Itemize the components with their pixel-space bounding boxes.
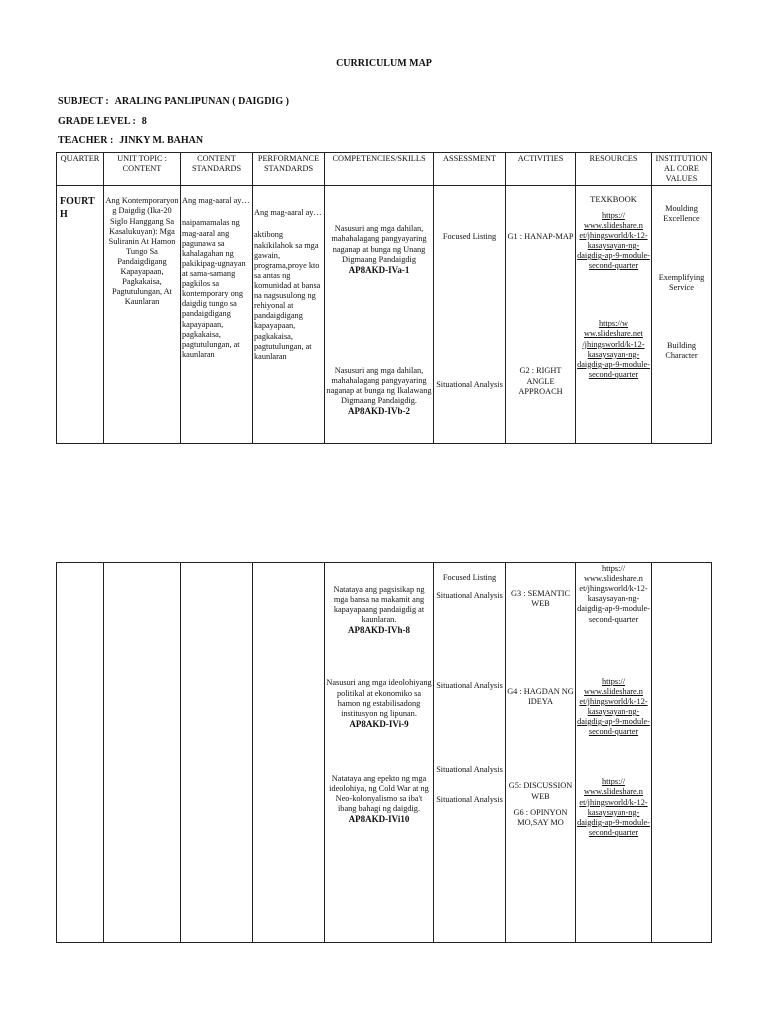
competency-2-code: AP8AKD-IVb-2 xyxy=(348,406,410,417)
table-row xyxy=(57,563,712,943)
competency-4-code: AP8AKD-IVi-9 xyxy=(349,718,409,729)
assessment-4: Situational Analysis xyxy=(436,681,503,691)
resource-link-5[interactable]: https:// www.slideshare.n et/jhingsworld/k-12-kasaysayan-ng-daigdig-ap-9-module-second-quarter xyxy=(577,777,650,837)
resources-cell xyxy=(576,563,652,943)
performance-standards-intro: Ang mag-aaral ay… xyxy=(254,208,322,218)
assessment-3a: Focused Listing xyxy=(442,573,497,582)
header-performance-standards: PERFORMANCE STANDARDS xyxy=(253,153,325,186)
unit-topic-cell-empty xyxy=(104,563,181,943)
table-row xyxy=(57,186,712,444)
core-value-2: Exemplifying Service xyxy=(658,272,705,292)
core-values-cell-empty xyxy=(652,563,712,943)
competency-4: Nasusuri ang mga ideolohiyang politikal at ekonomiko sa hamon ng estabilisadong institusyon ng lipunan. xyxy=(326,678,432,718)
assessment-5a: Situational Analysis xyxy=(436,765,503,775)
assessment-1: Focused Listing xyxy=(442,232,497,242)
content-standards-intro: Ang mag-aaral ay… xyxy=(182,196,250,206)
header-competencies: COMPETENCIES/SKILLS xyxy=(325,153,434,186)
teacher-value: JINKY M. BAHAN xyxy=(119,135,204,146)
teacher-line xyxy=(58,135,203,146)
activity-2: G2 : RIGHT ANGLE APPROACH xyxy=(518,366,563,396)
core-value-3: Building Character xyxy=(665,340,698,360)
core-value-1: Moulding Excellence xyxy=(663,204,700,224)
header-activities: ACTIVITIES xyxy=(506,153,576,186)
header-assessment: ASSESSMENT xyxy=(434,153,506,186)
competency-3-code: AP8AKD-IVh-8 xyxy=(348,625,410,636)
quarter-cell-empty xyxy=(57,563,104,943)
grade-label: GRADE LEVEL : xyxy=(58,116,136,127)
resource-title: TEXKBOOK xyxy=(590,194,637,205)
assessment-3b: Situational Analysis xyxy=(436,591,503,601)
core-values-cell xyxy=(652,186,712,444)
performance-standards-cell xyxy=(253,186,325,444)
curriculum-table-page-2 xyxy=(56,562,712,943)
assessment-cell xyxy=(434,563,506,943)
grade-line xyxy=(58,116,147,127)
resource-link-1[interactable]: https:// www.slideshare.n et/jhingsworld/k-12-kasaysayan-ng-daigdig-ap-9-module-second-quarter xyxy=(577,210,650,271)
activity-6: G6 : OPINYON MO,SAY MO xyxy=(513,807,568,827)
header-quarter: QUARTER xyxy=(57,153,104,186)
content-standards-text: naipamamalas ng mag-aaral ang pagunawa sa kahalagahan ng pakikipag-ugnayan at sama-samang pagkilos sa kontemporary ong daigdig tungo sa pandaigdigang kapayapaan, pagkakaisa, pagtutulungan, at kaunlaran xyxy=(182,218,246,359)
performance-standards-text: aktibong nakikilahok sa mga gawain, programa,proye kto sa antas ng komunidad at bansa na nagsusulong ng rehiyonal at pandaigdigang kapayapaan, pagkakaisa, pagtutulungan, at kaunlaran xyxy=(254,230,321,361)
assessment-5b: Situational Analysis xyxy=(436,795,503,805)
content-standards-cell-empty xyxy=(181,563,253,943)
resource-link-3[interactable]: https:// www.slideshare.n et/jhingsworld/k-12-kasaysayan-ng-daigdig-ap-9-module-second-quarter xyxy=(577,564,650,624)
competency-2: Nasusuri ang mga dahilan, mahahalagang pangyayaring naganap at bunga ng Ikalawang Digmaang Pandaigdig. xyxy=(326,365,432,406)
competency-3: Natataya ang pagsisikap ng mga bansa na makamit ang kapayapaang pandaigdig at kaunlaran. xyxy=(333,585,425,625)
competency-1: Nasusuri ang mga dahilan, mahahalagang pangyayaring naganap at bunga ng Unang Digmaang Pandaigdig xyxy=(331,224,427,264)
curriculum-table-page-1 xyxy=(56,152,712,444)
assessment-2: Situational Analysis xyxy=(436,380,503,390)
header-core-values: INSTITUTIONAL CORE VALUES xyxy=(652,153,712,186)
header-row xyxy=(57,153,712,186)
activity-4: G4 : HAGDAN NG IDEYA xyxy=(507,687,574,707)
header-unit-topic: UNIT TOPIC : CONTENT xyxy=(104,153,181,186)
resources-cell xyxy=(576,186,652,444)
quarter-cell: FOURT H xyxy=(57,186,104,444)
resource-link-2[interactable]: https://w ww.slideshare.net /jhingsworld/k-12-kasaysayan-ng-daigdig-ap-9-module-second-quarter xyxy=(577,319,650,379)
activities-cell xyxy=(506,563,576,943)
activities-cell xyxy=(506,186,576,444)
assessment-cell xyxy=(434,186,506,444)
subject-value: ARALING PANLIPUNAN ( DAIGDIG ) xyxy=(114,96,289,107)
activity-1: G1 : HANAP-MAP xyxy=(507,232,574,242)
header-resources: RESOURCES xyxy=(576,153,652,186)
subject-line xyxy=(58,96,289,107)
page-title: CURRICULUM MAP xyxy=(336,58,432,69)
unit-topic-cell: Ang Kontemporaryon g Daigdig (Ika-20 Siglo Hanggang Sa Kasalukuyan): Mga Suliranin At Hamon Tungo Sa Pandaigdigang Kapayapaan, Pagkakaisa, Pagtutulungan, At Kaunlaran xyxy=(104,186,181,444)
competencies-cell xyxy=(325,563,434,943)
resource-link-4[interactable]: https:// www.slideshare.n et/jhingsworld/k-12-kasaysayan-ng-daigdig-ap-9-module-second-quarter xyxy=(577,676,650,737)
content-standards-cell xyxy=(181,186,253,444)
activity-3: G3 : SEMANTIC WEB xyxy=(510,589,570,609)
competency-5-code: AP8AKD-IVi10 xyxy=(348,814,410,825)
grade-value: 8 xyxy=(141,116,147,127)
performance-standards-cell-empty xyxy=(253,563,325,943)
activity-5: G5: DISCUSSION WEB xyxy=(508,781,573,801)
competency-5: Natataya ang epekto ng mga ideolohiya, ng Cold War at ng Neo-kolonyalismo sa iba't ibang bahagi ng daigdig. xyxy=(329,773,429,814)
competencies-cell xyxy=(325,186,434,444)
teacher-label: TEACHER : xyxy=(58,135,114,146)
header-content-standards: CONTENT STANDARDS xyxy=(181,153,253,186)
competency-1-code: AP8AKD-IVa-1 xyxy=(348,264,410,275)
subject-label: SUBJECT : xyxy=(58,96,109,107)
